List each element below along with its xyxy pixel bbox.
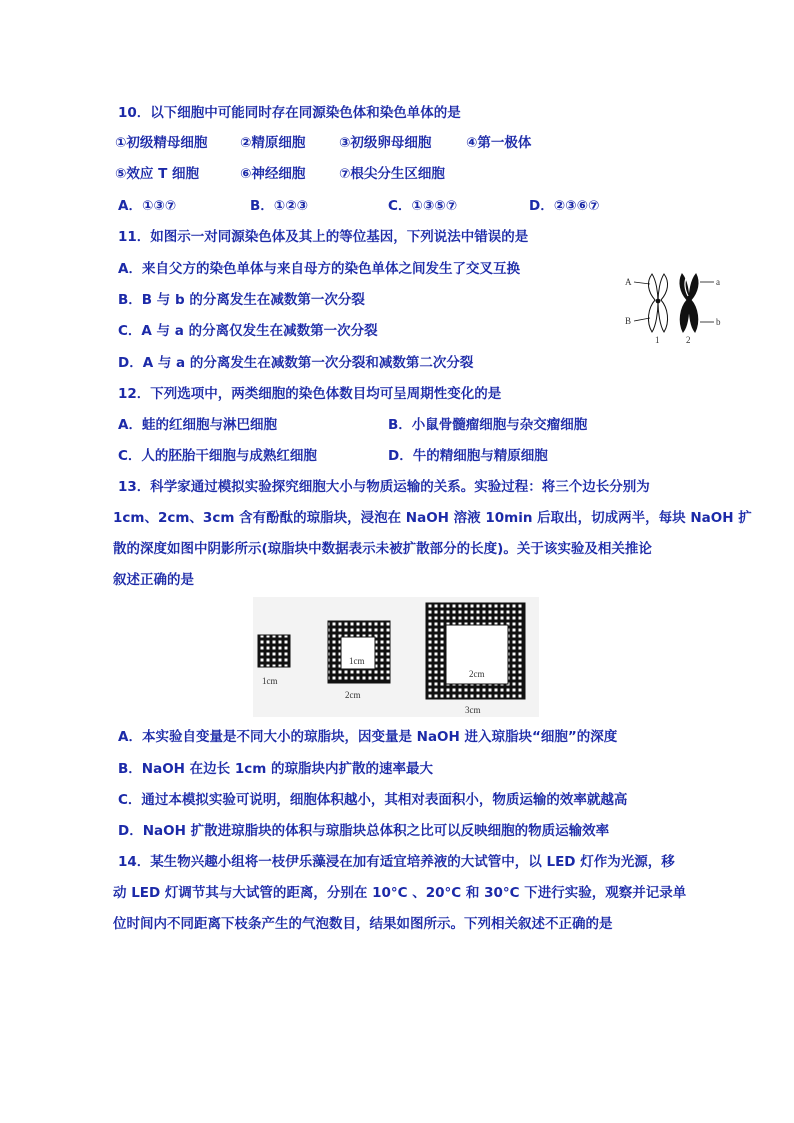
q14-stem-line: 14．某生物兴趣小组将一枝伊乐藻浸在加有适宜培养液的大试管中，以 LED 灯作为光源，移 — [118, 854, 675, 870]
chromosome-number: 2 — [686, 335, 691, 344]
q10-stem: 10．以下细胞中可能同时存在同源染色体和染色单体的是 — [118, 105, 461, 121]
q10-option-c: C．①③⑤⑦ — [388, 198, 458, 214]
block-size-label: 2cm — [345, 690, 361, 700]
q11-option-d: D．A 与 a 的分离发生在减数第一次分裂和减数第二次分裂 — [118, 355, 474, 371]
agar-block-figure — [253, 597, 539, 717]
q12-option-a: A．蛙的红细胞与淋巴细胞 — [118, 417, 277, 433]
allele-label: A — [625, 277, 632, 287]
q10-option-b: B．①②③ — [250, 198, 309, 214]
q13-option-c: C．通过本模拟实验可说明，细胞体积越小，其相对表面积小，物质运输的效率就越高 — [118, 792, 628, 808]
q10-option-a: A．①③⑦ — [118, 198, 177, 214]
inner-length-label: 1cm — [349, 656, 365, 666]
q13-stem-line: 叙述正确的是 — [113, 572, 194, 588]
homologous-chromosome-figure — [622, 268, 726, 344]
q13-option-a: A．本实验自变量是不同大小的琼脂块，因变量是 NaOH 进入琼脂块“细胞”的深度 — [118, 729, 618, 745]
q14-stem-line: 动 LED 灯调节其与大试管的距离，分别在 10°C 、20°C 和 30°C 下进行实验，观察并记录单 — [113, 885, 687, 901]
q10-item: ④第一极体 — [466, 135, 532, 151]
q11-option-a: A．来自父方的染色单体与来自母方的染色单体之间发生了交叉互换 — [118, 261, 520, 277]
q11-stem: 11．如图示一对同源染色体及其上的等位基因，下列说法中错误的是 — [118, 229, 529, 245]
q10-item: ⑤效应 T 细胞 — [115, 166, 200, 182]
q13-option-b: B．NaOH 在边长 1cm 的琼脂块内扩散的速率最大 — [118, 761, 434, 777]
q10-item: ②精原细胞 — [240, 135, 306, 151]
q12-stem: 12．下列选项中，两类细胞的染色体数目均可呈周期性变化的是 — [118, 386, 502, 402]
q12-option-c: C．人的胚胎干细胞与成熟红细胞 — [118, 448, 317, 464]
q10-item: ⑥神经细胞 — [240, 166, 306, 182]
inner-length-label: 2cm — [469, 669, 485, 679]
q13-option-d: D．NaOH 扩散进琼脂块的体积与琼脂块总体积之比可以反映细胞的物质运输效率 — [118, 823, 610, 839]
q10-item: ③初级卵母细胞 — [339, 135, 432, 151]
q10-option-d: D．②③⑥⑦ — [529, 198, 600, 214]
allele-label: b — [716, 317, 721, 327]
q10-item: ⑦根尖分生区细胞 — [339, 166, 445, 182]
q11-option-b: B．B 与 b 的分离发生在减数第一次分裂 — [118, 292, 365, 308]
q14-stem-line: 位时间内不同距离下枝条产生的气泡数目，结果如图所示。下列相关叙述不正确的是 — [113, 916, 613, 932]
chromosome-number: 1 — [655, 335, 660, 344]
q13-stem-line: 散的深度如图中阴影所示(琼脂块中数据表示未被扩散部分的长度)。关于该实验及相关推论 — [113, 541, 652, 557]
block-size-label: 1cm — [262, 676, 278, 686]
q11-option-c: C．A 与 a 的分离仅发生在减数第一次分裂 — [118, 323, 378, 339]
allele-label: B — [625, 316, 632, 326]
q12-option-d: D．牛的精细胞与精原细胞 — [388, 448, 548, 464]
q12-option-b: B．小鼠骨髓瘤细胞与杂交瘤细胞 — [388, 417, 588, 433]
block-size-label: 3cm — [465, 705, 481, 715]
q10-item: ①初级精母细胞 — [115, 135, 208, 151]
q13-stem-line: 13．科学家通过模拟实验探究细胞大小与物质运输的关系。实验过程：将三个边长分别为 — [118, 479, 650, 495]
allele-label: a — [716, 277, 720, 287]
q13-stem-line: 1cm、2cm、3cm 含有酚酞的琼脂块，浸泡在 NaOH 溶液 10min 后取出，切成两半，每块 NaOH 扩 — [113, 510, 752, 526]
